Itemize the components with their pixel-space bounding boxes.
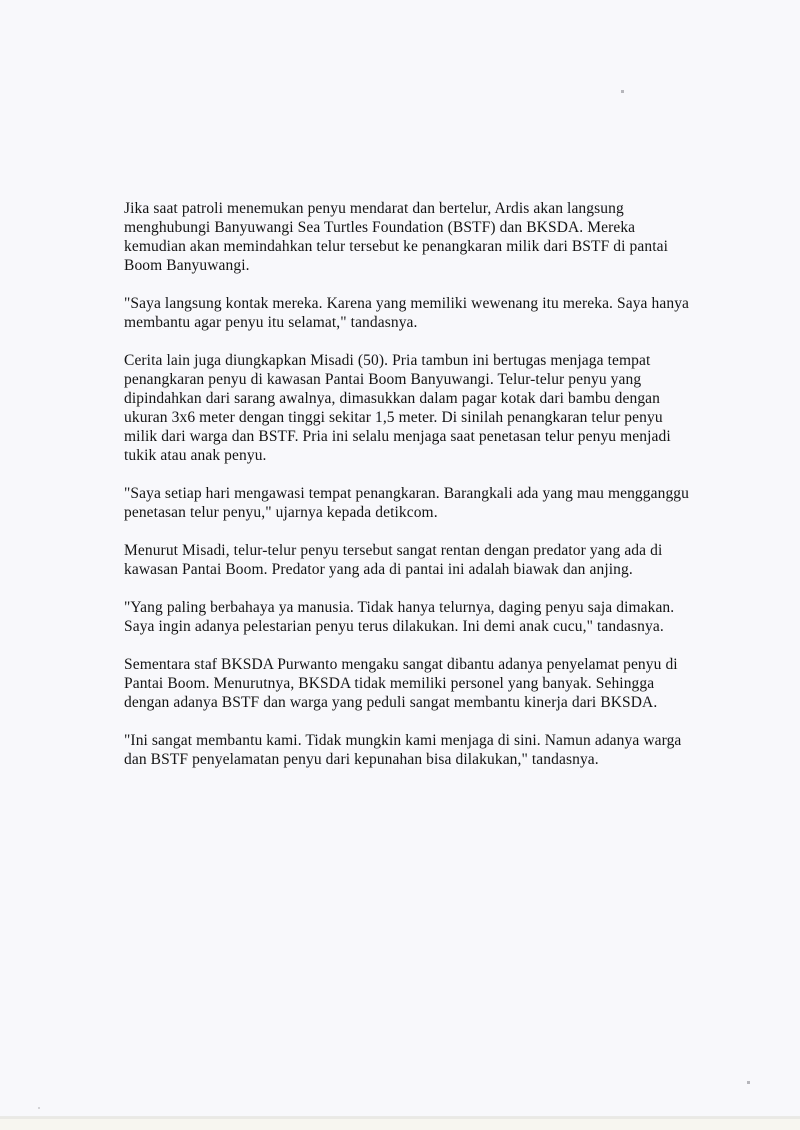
document-text	[124, 199, 696, 788]
paragraph: "Saya setiap hari mengawasi tempat penangkaran. Barangkali ada yang mau mengganggu penetasan telur penyu," ujarnya kepada detikcom.	[124, 485, 690, 521]
paragraph: Cerita lain juga diungkapkan Misadi (50). Pria tambun ini bertugas menjaga tempat penangkaran penyu di kawasan Pantai Boom Banyuwangi. Telur-telur penyu yang dipindahkan dari sarang awalnya, dimasukkan dalam pagar kotak dari bambu dengan ukuran 3x6 meter dengan tinggi sekitar 1,5 meter. Di sinilah penangkaran telur penyu milik dari warga dan BSTF. Pria ini selalu menjaga saat penetasan telur penyu menjadi tukik atau anak penyu.	[124, 352, 671, 464]
paragraph: "Saya langsung kontak mereka. Karena yang memiliki wewenang itu mereka. Saya hanya membantu agar penyu itu selamat," tandasnya.	[124, 295, 690, 331]
scan-speck	[747, 1081, 750, 1084]
scan-speck	[38, 1107, 40, 1109]
scan-speck	[621, 90, 624, 93]
paragraph: Jika saat patroli menemukan penyu mendarat dan bertelur, Ardis akan langsung menghubungi Banyuwangi Sea Turtles Foundation (BSTF) dan BKSDA. Mereka kemudian akan memindahkan telur tersebut ke penangkaran milik dari BSTF di pantai Boom Banyuwangi.	[124, 200, 668, 274]
paragraph: Menurut Misadi, telur-telur penyu tersebut sangat rentan dengan predator yang ada di kawasan Pantai Boom. Predator yang ada di pantai ini adalah biawak dan anjing.	[124, 542, 663, 578]
scanner-background	[0, 1119, 800, 1130]
paragraph: Sementara staf BKSDA Purwanto mengaku sangat dibantu adanya penyelamat penyu di Pantai Boom. Menurutnya, BKSDA tidak memiliki personel yang banyak. Sehingga dengan adanya BSTF dan warga yang peduli sangat membantu kinerja dari BKSDA.	[124, 656, 678, 711]
paragraph: "Yang paling berbahaya ya manusia. Tidak hanya telurnya, daging penyu saja dimakan. Saya ingin adanya pelestarian penyu terus dilakukan. Ini demi anak cucu," tandasnya.	[124, 599, 675, 635]
paragraph: "Ini sangat membantu kami. Tidak mungkin kami menjaga di sini. Namun adanya warga dan BSTF penyelamatan penyu dari kepunahan bisa dilakukan," tandasnya.	[124, 732, 682, 768]
